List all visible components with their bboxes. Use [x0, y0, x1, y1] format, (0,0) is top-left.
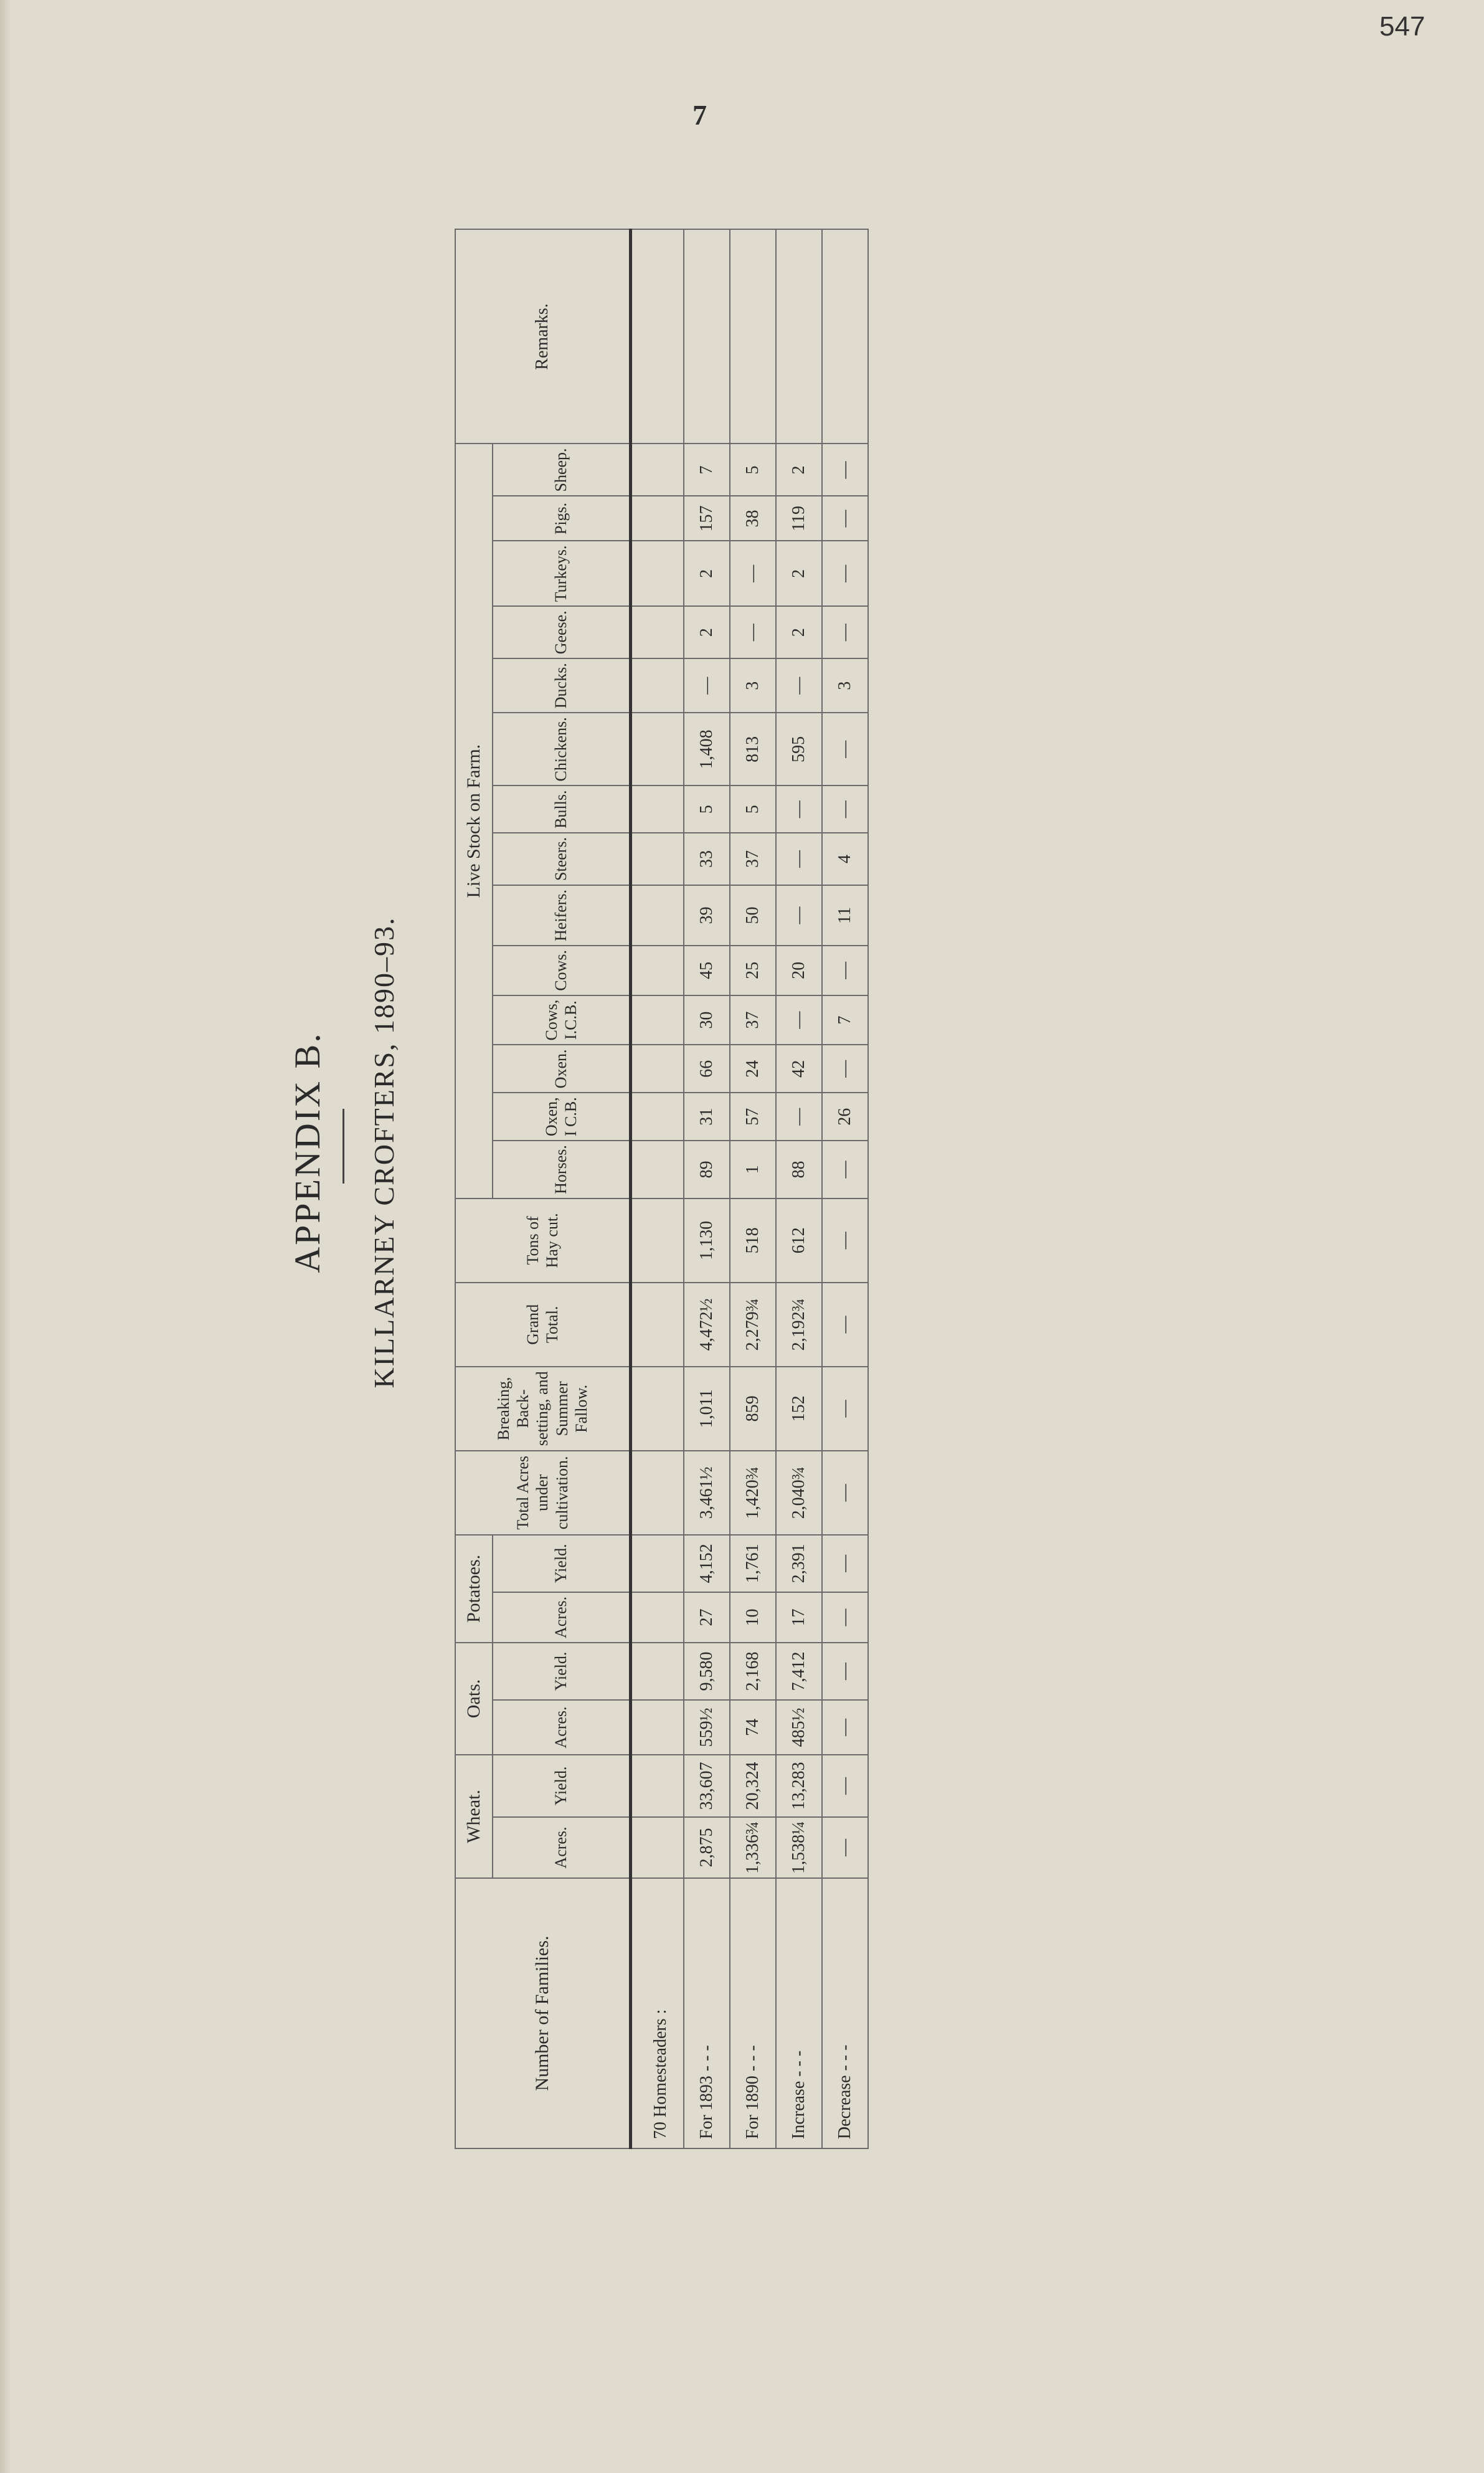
cell-sheep: 5: [730, 444, 776, 496]
cell-potatoes-yield: 2,391: [776, 1535, 822, 1592]
heifers-header: Heifers.: [493, 885, 631, 946]
cell-turkeys: 2: [684, 541, 730, 606]
cell-sheep: [631, 444, 684, 496]
cell-heifers: 39: [684, 885, 730, 946]
cell-heifers: 11: [822, 885, 868, 946]
cell-wheat-acres: 2,875: [684, 1817, 730, 1878]
cell-bulls: —: [822, 786, 868, 833]
table-row: [631, 229, 684, 2148]
cell-ducks: 3: [822, 658, 868, 713]
cell-horses: 1: [730, 1141, 776, 1199]
oats-group-header: Oats.: [455, 1643, 493, 1755]
cell-breaking: —: [822, 1367, 868, 1451]
row-label: For 1893 - - -: [684, 1878, 730, 2148]
sheep-header: Sheep.: [493, 444, 631, 496]
cell-oats-acres: 485½: [776, 1700, 822, 1755]
cell-hay: —: [822, 1199, 868, 1283]
cell-potatoes-yield: [631, 1535, 684, 1592]
breaking-header: Breaking, Back-setting, and Summer Fallow.: [455, 1367, 631, 1451]
cell-hay: [631, 1199, 684, 1283]
cell-chickens: 595: [776, 713, 822, 786]
cell-horses: 88: [776, 1141, 822, 1199]
cell-oats-acres: [631, 1700, 684, 1755]
cell-oxen: —: [822, 1045, 868, 1093]
oxen-icb-header: Oxen, I C.B.: [493, 1093, 631, 1141]
cell-oxen-icb: 31: [684, 1093, 730, 1141]
table-row: [684, 229, 730, 2148]
turkeys-header: Turkeys.: [493, 541, 631, 606]
cell-pigs: 38: [730, 496, 776, 541]
cell-potatoes-acres: 27: [684, 1592, 730, 1643]
cell-remarks: [822, 229, 868, 444]
cell-oxen: [631, 1045, 684, 1093]
cell-horses: —: [822, 1141, 868, 1199]
grand-total-header: Grand Total.: [455, 1283, 631, 1367]
cell-pigs: 157: [684, 496, 730, 541]
cell-chickens: 1,408: [684, 713, 730, 786]
cell-oats-acres: —: [822, 1700, 868, 1755]
cell-breaking: 152: [776, 1367, 822, 1451]
cell-potatoes-acres: 10: [730, 1592, 776, 1643]
cell-wheat-acres: [631, 1817, 684, 1878]
cell-wheat-acres: 1,336¾: [730, 1817, 776, 1878]
table-row: [730, 229, 776, 2148]
cell-sheep: 7: [684, 444, 730, 496]
cell-sheep: —: [822, 444, 868, 496]
cell-geese: [631, 606, 684, 658]
table-body: [631, 229, 869, 2148]
cell-grand-total: —: [822, 1283, 868, 1367]
cell-remarks: [776, 229, 822, 444]
cell-wheat-yield: —: [822, 1755, 868, 1817]
cell-wheat-yield: 13,283: [776, 1755, 822, 1817]
cell-heifers: [631, 885, 684, 946]
pigs-header: Pigs.: [493, 496, 631, 541]
cell-oxen-icb: —: [776, 1093, 822, 1141]
cell-horses: 89: [684, 1141, 730, 1199]
cell-hay: 612: [776, 1199, 822, 1283]
cell-breaking: [631, 1367, 684, 1451]
horses-header: Horses.: [493, 1141, 631, 1199]
cell-wheat-acres: 1,538¼: [776, 1817, 822, 1878]
table-row: [776, 229, 822, 2148]
cell-oxen-icb: 57: [730, 1093, 776, 1141]
cell-geese: —: [822, 606, 868, 658]
cell-wheat-yield: [631, 1755, 684, 1817]
cell-total-acres: 2,040¾: [776, 1451, 822, 1535]
families-header: Number of Families.: [455, 1878, 631, 2148]
cell-cows: [631, 946, 684, 995]
cell-chickens: —: [822, 713, 868, 786]
cell-turkeys: [631, 541, 684, 606]
crofters-table: [455, 229, 869, 2149]
cell-oats-yield: 9,580: [684, 1643, 730, 1700]
cell-grand-total: [631, 1283, 684, 1367]
cell-bulls: 5: [730, 786, 776, 833]
cell-total-acres: —: [822, 1451, 868, 1535]
page-number: 547: [1379, 11, 1425, 42]
cell-ducks: —: [776, 658, 822, 713]
cows-header: Cows.: [493, 946, 631, 995]
steers-header: Steers.: [493, 833, 631, 885]
cell-chickens: [631, 713, 684, 786]
cell-grand-total: 2,279¾: [730, 1283, 776, 1367]
cell-ducks: —: [684, 658, 730, 713]
cell-cows: —: [822, 946, 868, 995]
cell-breaking: 859: [730, 1367, 776, 1451]
cell-geese: 2: [684, 606, 730, 658]
cell-total-acres: 3,461½: [684, 1451, 730, 1535]
cell-steers: 33: [684, 833, 730, 885]
sheet-number: 7: [692, 99, 707, 131]
wheat-group-header: Wheat.: [455, 1755, 493, 1878]
cell-steers: [631, 833, 684, 885]
table-title: KILLARNEY CROFTERS, 1890–93.: [368, 916, 400, 1388]
cell-grand-total: 4,472½: [684, 1283, 730, 1367]
cell-ducks: 3: [730, 658, 776, 713]
cell-bulls: 5: [684, 786, 730, 833]
hay-header: Tons of Hay cut.: [455, 1199, 631, 1283]
oats-acres-header: Acres.: [493, 1700, 631, 1755]
wheat-acres-header: Acres.: [493, 1817, 631, 1878]
cell-oats-acres: 74: [730, 1700, 776, 1755]
cell-cows: 25: [730, 946, 776, 995]
cell-oxen-icb: [631, 1093, 684, 1141]
cell-geese: —: [730, 606, 776, 658]
cell-oats-yield: [631, 1643, 684, 1700]
cell-chickens: 813: [730, 713, 776, 786]
bulls-header: Bulls.: [493, 786, 631, 833]
remarks-header: Remarks.: [455, 229, 631, 444]
cell-oats-yield: 7,412: [776, 1643, 822, 1700]
cell-cows: 20: [776, 946, 822, 995]
cell-hay: 518: [730, 1199, 776, 1283]
cell-hay: 1,130: [684, 1199, 730, 1283]
title-divider: [343, 1109, 344, 1184]
cell-wheat-yield: 33,607: [684, 1755, 730, 1817]
cell-wheat-acres: —: [822, 1817, 868, 1878]
oxen-header: Oxen.: [493, 1045, 631, 1093]
wheat-yield-header: Yield.: [493, 1755, 631, 1817]
row-label: Increase - - -: [776, 1878, 822, 2148]
cell-pigs: —: [822, 496, 868, 541]
cell-oats-acres: 559½: [684, 1700, 730, 1755]
cell-oxen: 24: [730, 1045, 776, 1093]
cell-pigs: 119: [776, 496, 822, 541]
potatoes-group-header: Potatoes.: [455, 1535, 493, 1643]
cell-oxen: 42: [776, 1045, 822, 1093]
cell-remarks: [631, 229, 684, 444]
page-binding-edge: [0, 0, 10, 2473]
row-label: Decrease - - -: [822, 1878, 868, 2148]
cell-horses: [631, 1141, 684, 1199]
cell-bulls: —: [776, 786, 822, 833]
cell-turkeys: —: [730, 541, 776, 606]
cell-breaking: 1,011: [684, 1367, 730, 1451]
cell-turkeys: —: [822, 541, 868, 606]
cell-cows-icb: [631, 995, 684, 1045]
cell-cows-icb: —: [776, 995, 822, 1045]
ducks-header: Ducks.: [493, 658, 631, 713]
table-row: [822, 229, 868, 2148]
cell-potatoes-acres: 17: [776, 1592, 822, 1643]
row-label: For 1890 - - -: [730, 1878, 776, 2148]
live-stock-group-header: Live Stock on Farm.: [455, 444, 493, 1198]
cell-grand-total: 2,192¾: [776, 1283, 822, 1367]
cell-steers: 4: [822, 833, 868, 885]
cows-icb-header: Cows, I.C.B.: [493, 995, 631, 1045]
cell-remarks: [730, 229, 776, 444]
row-label: 70 Homesteaders :: [631, 1878, 684, 2148]
cell-geese: 2: [776, 606, 822, 658]
cell-bulls: [631, 786, 684, 833]
total-acres-header: Total Acres under cultivation.: [455, 1451, 631, 1535]
chickens-header: Chickens.: [493, 713, 631, 786]
potatoes-acres-header: Acres.: [493, 1592, 631, 1643]
cell-oxen: 66: [684, 1045, 730, 1093]
cell-potatoes-yield: 1,761: [730, 1535, 776, 1592]
cell-total-acres: 1,420¾: [730, 1451, 776, 1535]
cell-heifers: 50: [730, 885, 776, 946]
cell-potatoes-yield: —: [822, 1535, 868, 1592]
cell-oxen-icb: 26: [822, 1093, 868, 1141]
cell-total-acres: [631, 1451, 684, 1535]
cell-potatoes-acres: —: [822, 1592, 868, 1643]
geese-header: Geese.: [493, 606, 631, 658]
oats-yield-header: Yield.: [493, 1643, 631, 1700]
cell-wheat-yield: 20,324: [730, 1755, 776, 1817]
cell-ducks: [631, 658, 684, 713]
cell-oats-yield: 2,168: [730, 1643, 776, 1700]
cell-steers: 37: [730, 833, 776, 885]
cell-cows: 45: [684, 946, 730, 995]
appendix-title: APPENDIX B.: [287, 1032, 328, 1273]
cell-cows-icb: 7: [822, 995, 868, 1045]
cell-turkeys: 2: [776, 541, 822, 606]
rotated-table-block: [274, 156, 1052, 2149]
cell-steers: —: [776, 833, 822, 885]
cell-sheep: 2: [776, 444, 822, 496]
cell-potatoes-acres: [631, 1592, 684, 1643]
cell-cows-icb: 30: [684, 995, 730, 1045]
cell-cows-icb: 37: [730, 995, 776, 1045]
potatoes-yield-header: Yield.: [493, 1535, 631, 1592]
cell-pigs: [631, 496, 684, 541]
cell-heifers: —: [776, 885, 822, 946]
cell-oats-yield: —: [822, 1643, 868, 1700]
cell-potatoes-yield: 4,152: [684, 1535, 730, 1592]
cell-remarks: [684, 229, 730, 444]
